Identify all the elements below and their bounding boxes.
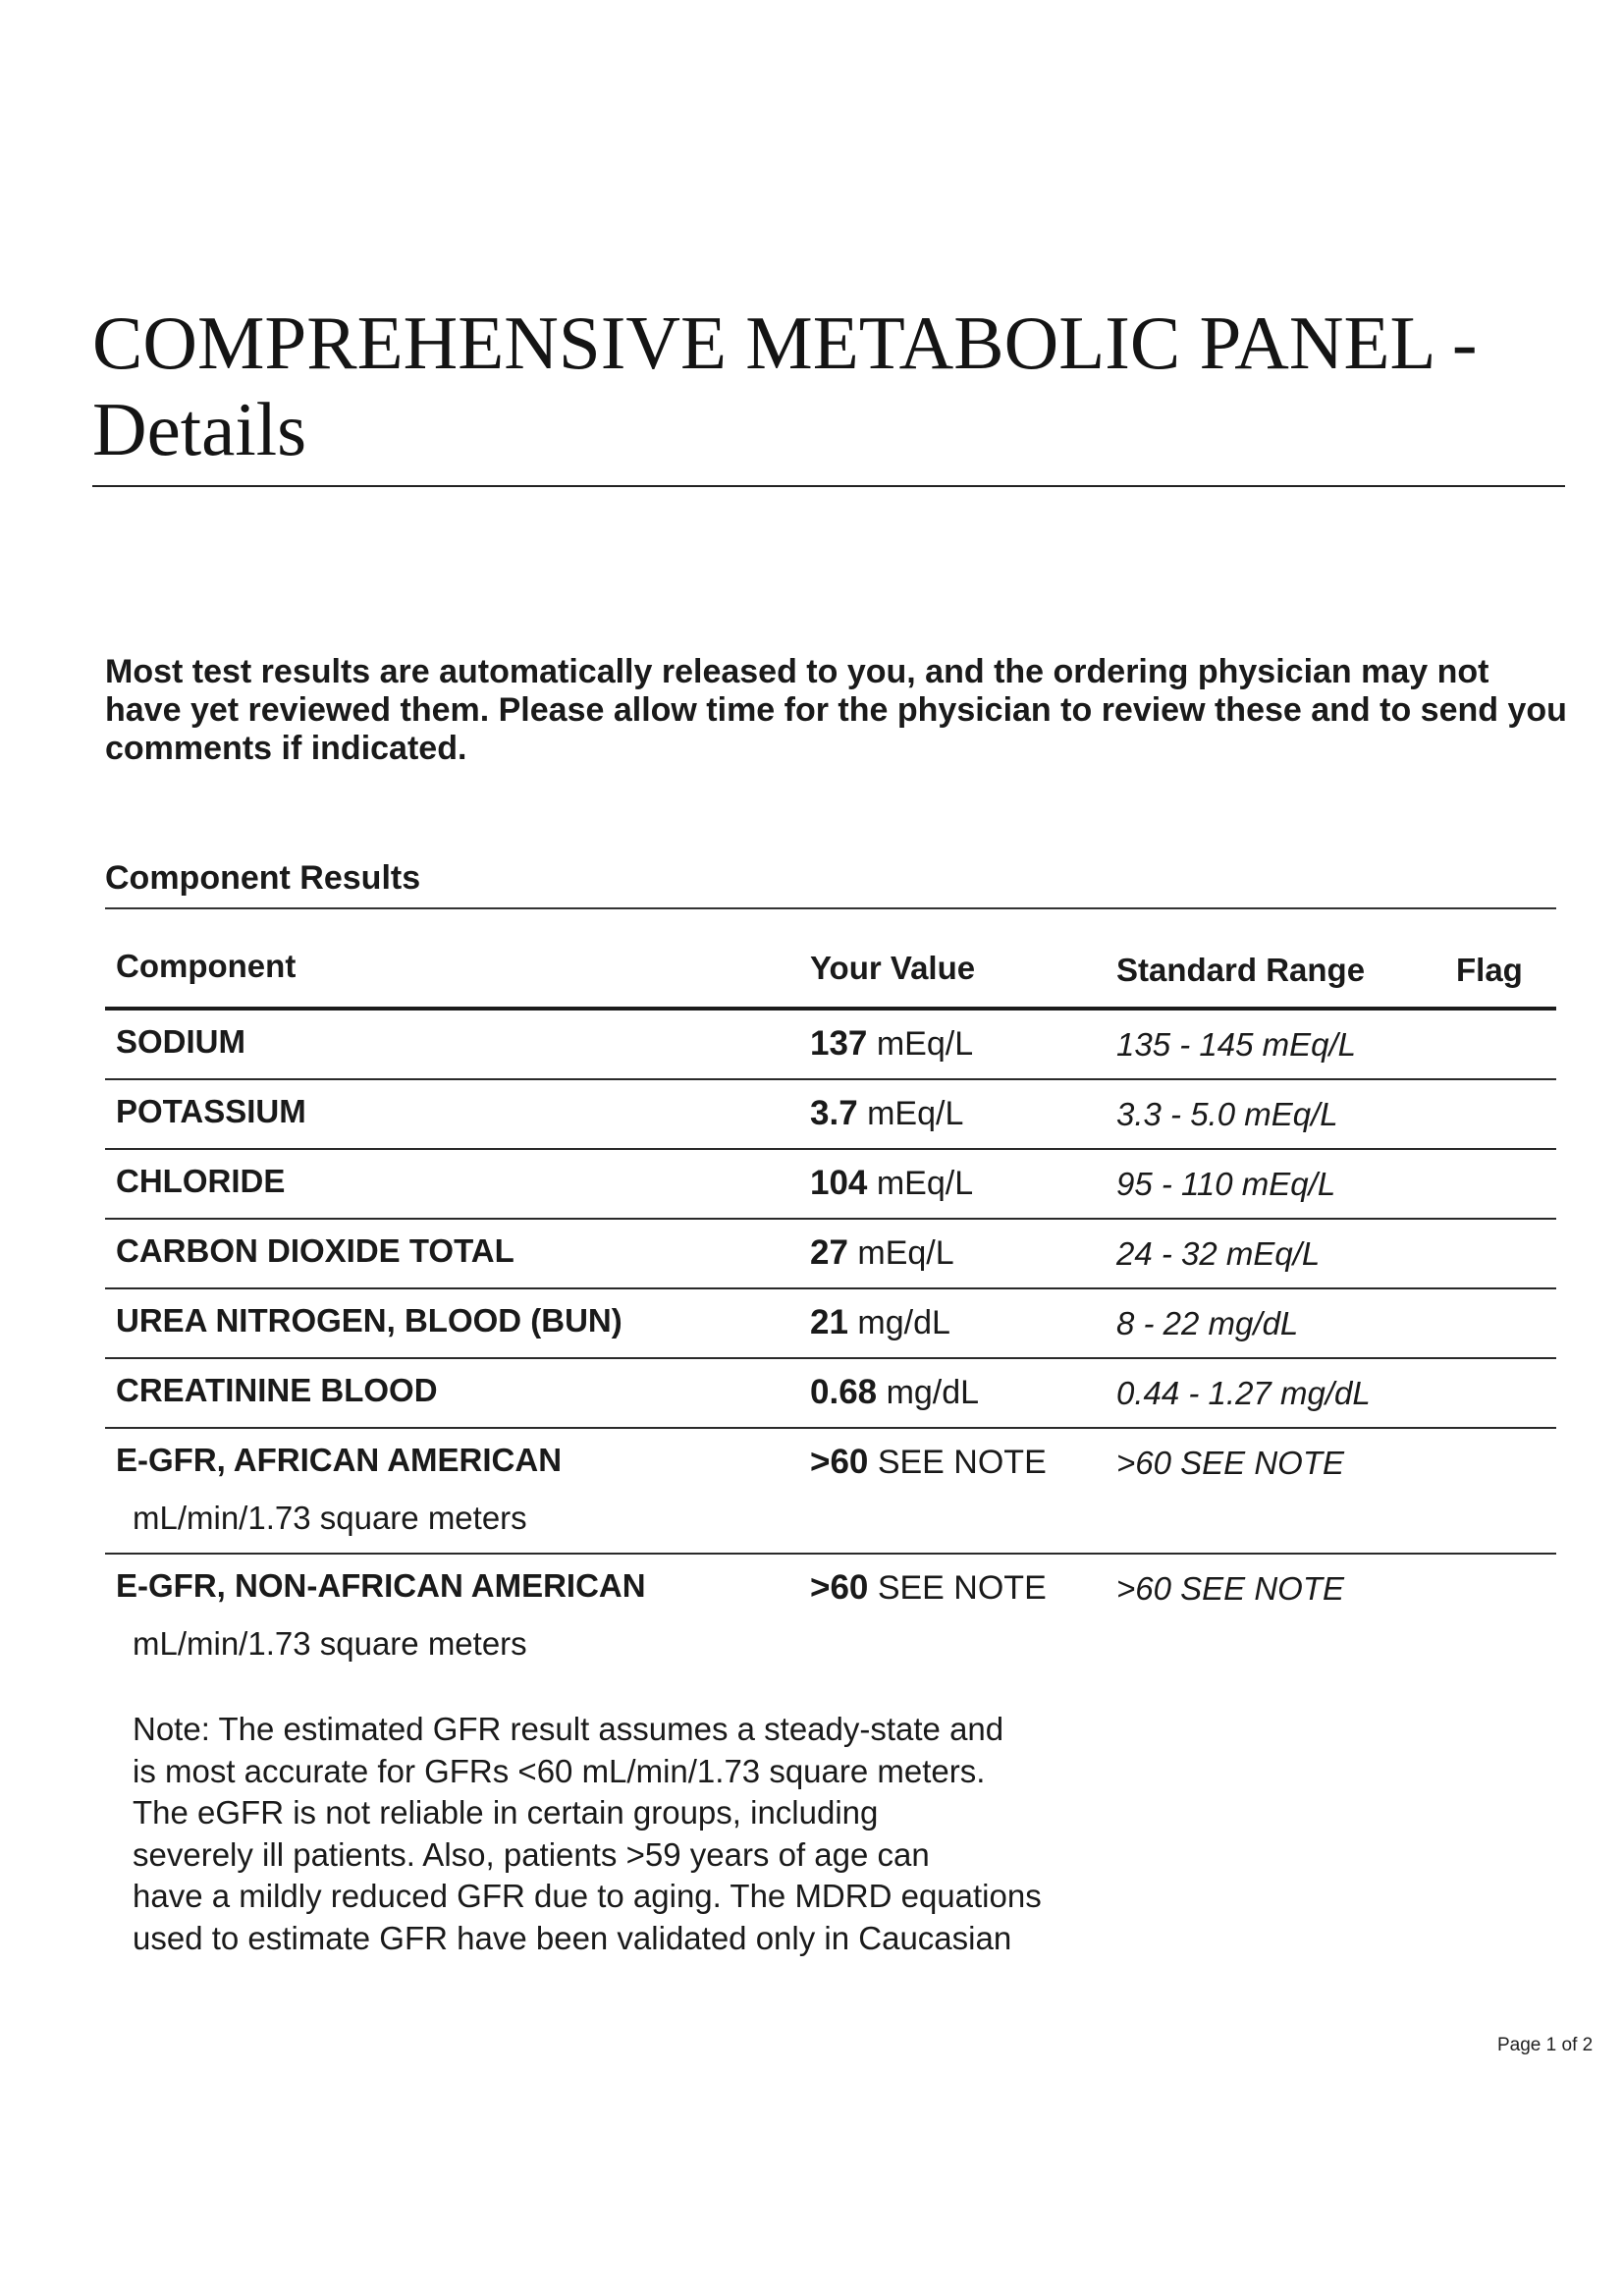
note-line: The eGFR is not reliable in certain groups, including — [133, 1794, 879, 1831]
header-standard-range: Standard Range — [1116, 952, 1366, 988]
component-value — [810, 1164, 973, 1203]
component-value — [810, 1443, 1047, 1482]
component-value — [810, 1303, 950, 1342]
page-title — [92, 300, 1565, 472]
value-unit: mEq/L — [876, 1025, 974, 1063]
table-row — [105, 1011, 1556, 1080]
component-name: CREATININE BLOOD — [116, 1372, 438, 1408]
intro-disclaimer: Most test results are automatically released to you, and the ordering physician may not have yet reviewed them. Please allow time for the physician to review these and to send you comments if indicated. — [105, 653, 1567, 767]
component-name: E-GFR, NON-AFRICAN AMERICAN — [116, 1567, 646, 1604]
value-number: 21 — [810, 1303, 848, 1341]
note-line: have a mildly reduced GFR due to aging. The MDRD equations — [133, 1878, 1042, 1914]
value-number: 3.7 — [810, 1094, 858, 1132]
table-row — [105, 1429, 1556, 1555]
table-row — [105, 1220, 1556, 1289]
table-row — [105, 1150, 1556, 1220]
standard-range: 8 - 22 mg/dL — [1116, 1305, 1299, 1341]
value-unit: mEq/L — [876, 1165, 974, 1202]
value-number: >60 — [810, 1443, 869, 1481]
standard-range: >60 SEE NOTE — [1116, 1445, 1345, 1481]
value-unit: mg/dL — [886, 1374, 980, 1411]
value-number: 27 — [810, 1233, 848, 1272]
value-unit: SEE NOTE — [877, 1569, 1047, 1607]
standard-range: 0.44 - 1.27 mg/dL — [1116, 1375, 1371, 1411]
standard-range: 135 - 145 mEq/L — [1116, 1026, 1356, 1063]
component-units-note: mL/min/1.73 square meters — [133, 1500, 527, 1536]
standard-range: >60 SEE NOTE — [1116, 1570, 1345, 1607]
component-units-note: mL/min/1.73 square meters — [133, 1625, 527, 1662]
value-number: 0.68 — [810, 1373, 878, 1411]
value-unit: mEq/L — [857, 1234, 954, 1272]
title-divider — [92, 485, 1565, 487]
component-value — [810, 1233, 954, 1273]
note-line: Note: The estimated GFR result assumes a steady-state and — [133, 1711, 1004, 1747]
standard-range: 24 - 32 mEq/L — [1116, 1235, 1321, 1272]
component-results-table — [105, 938, 1556, 1678]
table-row — [105, 1080, 1556, 1150]
table-row — [105, 1289, 1556, 1359]
component-name: CHLORIDE — [116, 1163, 286, 1199]
header-flag: Flag — [1456, 952, 1523, 988]
page-title-line-1: COMPREHENSIVE METABOLIC PANEL - — [92, 301, 1478, 385]
component-name: UREA NITROGEN, BLOOD (BUN) — [116, 1302, 622, 1339]
value-unit: SEE NOTE — [877, 1444, 1047, 1481]
egfr-note — [133, 1709, 1213, 1959]
component-value — [810, 1568, 1047, 1608]
table-row — [105, 1555, 1556, 1678]
header-your-value: Your Value — [810, 950, 976, 986]
standard-range: 95 - 110 mEq/L — [1116, 1166, 1336, 1202]
component-value — [810, 1373, 979, 1412]
section-title: Component Results — [105, 859, 421, 897]
table-row — [105, 1359, 1556, 1429]
header-component: Component — [116, 948, 297, 984]
standard-range: 3.3 - 5.0 mEq/L — [1116, 1096, 1338, 1132]
component-name: POTASSIUM — [116, 1093, 306, 1129]
value-unit: mg/dL — [857, 1304, 950, 1341]
component-value — [810, 1094, 963, 1133]
component-name: CARBON DIOXIDE TOTAL — [116, 1232, 514, 1269]
note-line: severely ill patients. Also, patients >59 years of age can — [133, 1835, 930, 1873]
component-name: E-GFR, AFRICAN AMERICAN — [116, 1442, 563, 1478]
section-divider — [105, 907, 1556, 909]
note-line: used to estimate GFR have been validated only in Caucasian — [133, 1919, 1012, 1956]
page-number: Page 1 of 2 — [1497, 2035, 1594, 2055]
value-unit: mEq/L — [867, 1095, 964, 1132]
table-header — [105, 938, 1556, 1011]
component-value — [810, 1024, 973, 1064]
page-title-line-2: Details — [92, 387, 307, 471]
value-number: 104 — [810, 1164, 868, 1202]
note-line: is most accurate for GFRs <60 mL/min/1.73 square meters. — [133, 1752, 986, 1789]
component-name: SODIUM — [116, 1023, 245, 1060]
value-number: 137 — [810, 1024, 868, 1063]
value-number: >60 — [810, 1568, 869, 1607]
